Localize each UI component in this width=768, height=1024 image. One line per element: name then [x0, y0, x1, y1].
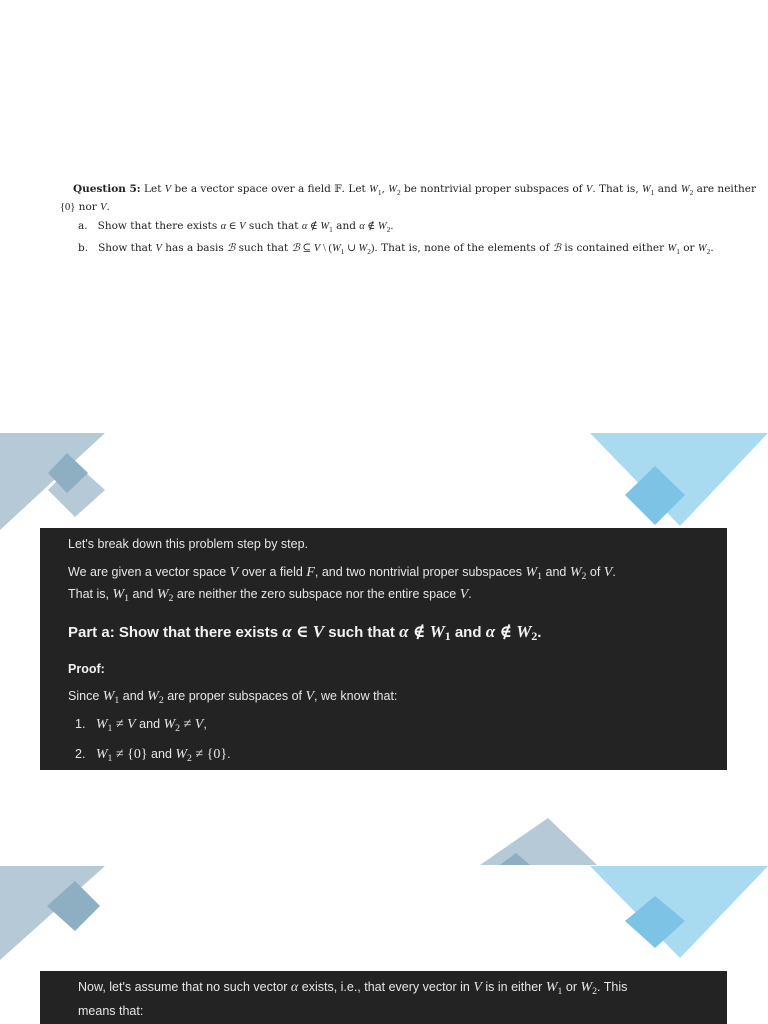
- math-symbol: V: [100, 202, 107, 213]
- math-symbol: V: [127, 717, 136, 732]
- math-symbol: V: [603, 565, 613, 580]
- list-item-1: 1. $W_1 \ne V$ and $W_2 \ne V$,: [75, 717, 207, 734]
- part-a-heading: Part a: Show that there exists α ∈ V such that α ∉ $W_1$ and α ∉ $W_2$.: [68, 622, 542, 643]
- question-line-1: [73, 180, 756, 202]
- math-symbol: ≠ {0}: [191, 747, 228, 762]
- math-symbol: $W_2$: [697, 243, 711, 256]
- math-symbol: ℬ: [227, 243, 236, 254]
- math-symbol: $W_2$: [377, 221, 391, 234]
- math-symbol: $W_2$: [388, 184, 401, 197]
- math-symbol: ≠: [112, 717, 128, 732]
- math-symbol: α: [399, 622, 409, 641]
- math-symbol: $W_1$: [642, 184, 655, 197]
- math-symbol: ∉: [495, 622, 517, 641]
- math-symbol: α: [301, 221, 308, 232]
- math-symbol: $W_1$: [102, 689, 120, 706]
- math-symbol: $W_1$: [95, 717, 113, 734]
- math-symbol: $W_2$: [680, 184, 694, 197]
- math-symbol: $W_2$: [163, 717, 181, 734]
- math-symbol: ∈: [291, 622, 313, 641]
- deco-triangle-right: [590, 433, 768, 526]
- math-symbol: $W_1$: [369, 184, 382, 197]
- math-symbol: α: [359, 221, 365, 232]
- math-symbol: ∪: [344, 243, 359, 254]
- math-symbol: $W_2$: [358, 243, 371, 256]
- math-symbol: ∈: [226, 221, 240, 232]
- math-symbol: V: [305, 689, 315, 704]
- math-symbol: ∉: [408, 622, 430, 641]
- panel2-line-2: means that:: [78, 1004, 144, 1018]
- question-item-b: [78, 239, 714, 261]
- math-symbol: ∉: [307, 221, 321, 232]
- math-symbol: $W_2$: [156, 587, 174, 604]
- math-symbol: $W_1$: [667, 243, 680, 256]
- decorative-shapes-bottom: [0, 818, 768, 963]
- math-symbol: V: [473, 980, 482, 995]
- math-symbol: $W_1$: [112, 587, 130, 604]
- question-item-a: [78, 217, 394, 239]
- math-symbol: V: [459, 587, 469, 602]
- math-symbol: $W_2$: [516, 622, 538, 643]
- item-b-marker: b.: [78, 242, 89, 254]
- math-symbol: $W_1$: [95, 747, 113, 764]
- math-symbol: α: [290, 980, 299, 995]
- list-item-1-marker: 1.: [75, 717, 86, 731]
- answer-panel-1: [40, 528, 727, 770]
- item-a-marker: a.: [78, 220, 88, 232]
- math-symbol: $W_1$: [429, 622, 451, 643]
- intro-line: Let's break down this problem step by step.: [68, 537, 309, 551]
- answer-panel-2: [40, 971, 727, 1024]
- list-item-2: 2. $W_1 \ne \{0\}$ and $W_2 \ne \{0\}$.: [75, 747, 231, 764]
- math-symbol: $W_1$: [545, 980, 563, 997]
- math-symbol: α: [282, 622, 292, 641]
- given-line-1: We are given a vector space V over a field F, and two nontrivial proper subspaces $W_1$ and $W_2$ of V.: [68, 565, 616, 582]
- math-symbol: α: [485, 622, 496, 641]
- math-symbol: α: [220, 221, 227, 232]
- math-symbol: ⊆: [299, 243, 314, 254]
- math-symbol: ≠ {0}: [112, 747, 148, 762]
- math-symbol: ℬ: [291, 243, 300, 254]
- math-symbol: $W_2$: [147, 689, 164, 706]
- panel2-line-1: Now, let's assume that no such vector α exists, i.e., that every vector in V is in either $W_1$ or $W_2$. This: [78, 980, 628, 997]
- item-b-text: Show that V has a basis ℬ such that ℬ ⊆ V \ ($W_1$ ∪ $W_2$). That is, none of the elements of ℬ is contained either $W_1$ or $W_2$.: [98, 242, 714, 256]
- math-symbol: ): [370, 243, 375, 254]
- math-symbol: $W_1$: [320, 221, 333, 234]
- question-text-2: {0} nor V.: [60, 201, 110, 213]
- decorative-shapes-top: [0, 430, 768, 540]
- given-line-2: That is, $W_1$ and $W_2$ are neither the zero subspace nor the entire space V.: [68, 587, 472, 604]
- math-symbol: V: [313, 243, 321, 254]
- math-symbol: V: [164, 184, 172, 195]
- question-title: Question 5:: [73, 183, 141, 195]
- math-symbol: {0}: [60, 202, 76, 213]
- question-text-1: Let V be a vector space over a field 𝔽. Let $W_1$, $W_2$ be nontrivial proper subspaces of V. That is, $W_1$ and $W_2$ are neither: [144, 183, 756, 197]
- math-symbol: V: [229, 565, 239, 580]
- math-symbol: V: [194, 717, 204, 732]
- math-symbol: \ (: [320, 243, 333, 254]
- since-line: Since $W_1$ and $W_2$ are proper subspaces of V, we know that:: [68, 689, 398, 706]
- math-symbol: ∉: [364, 221, 378, 232]
- math-symbol: $W_2$: [569, 565, 587, 582]
- deco-triangle-right-2: [590, 866, 768, 958]
- math-symbol: $W_2$: [580, 980, 598, 997]
- question-line-2: [60, 198, 110, 217]
- math-symbol: V: [155, 243, 162, 254]
- math-symbol: ≠: [180, 717, 195, 732]
- math-symbol: V: [312, 622, 325, 641]
- list-item-2-marker: 2.: [75, 747, 86, 761]
- math-symbol: V: [239, 221, 246, 232]
- math-symbol: $W_1$: [525, 565, 543, 582]
- math-symbol: $W_1$: [332, 243, 345, 256]
- deco-triangle-mid: [480, 818, 597, 865]
- math-symbol: F: [306, 565, 315, 580]
- proof-label: Proof:: [68, 662, 105, 676]
- math-symbol: 𝔽: [334, 184, 342, 195]
- math-symbol: $W_2$: [175, 747, 192, 764]
- item-a-text: Show that there exists α ∈ V such that α ∉ $W_1$ and α ∉ $W_2$.: [97, 220, 394, 234]
- math-symbol: V: [585, 184, 593, 195]
- math-symbol: ℬ: [552, 243, 562, 254]
